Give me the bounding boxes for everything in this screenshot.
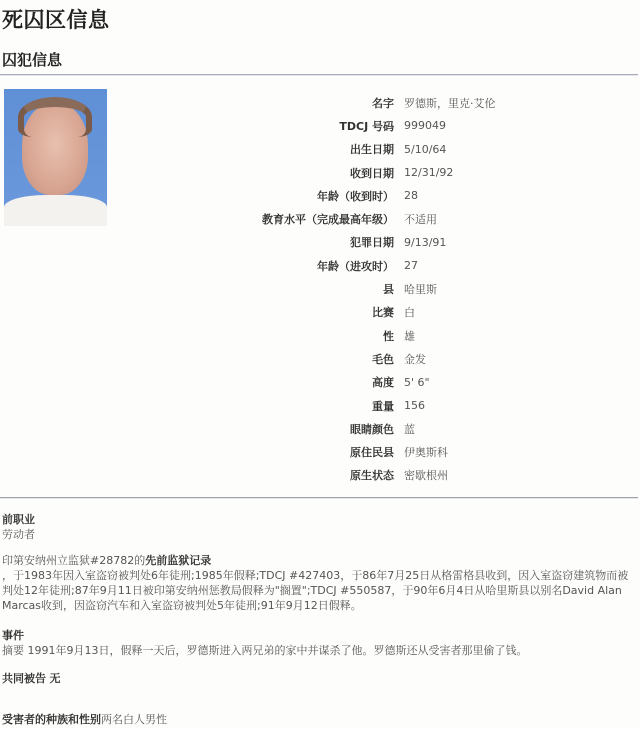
codefendants-label: 共同被告	[2, 672, 46, 685]
info-row-date-of-offense	[230, 231, 496, 254]
prior-occupation-value: 劳动者	[2, 528, 35, 541]
info-label: 年龄（进攻时）	[317, 259, 394, 273]
info-value: 156	[404, 399, 425, 412]
info-row-county	[230, 277, 496, 300]
codefendants-value: 无	[49, 672, 61, 685]
info-row-education-level	[230, 207, 496, 230]
prior-record-heading-line	[2, 553, 634, 568]
info-value: 28	[404, 189, 418, 203]
info-label: 年龄（收到时）	[317, 189, 394, 203]
incident-text: 摘要 1991年9月13日，假释一天后，罗德斯进入两兄弟的家中并谋杀了他。罗德斯还从受害者那里偷了钱。	[2, 644, 528, 657]
prior-occupation-section	[2, 512, 35, 542]
info-row-eye-color	[230, 417, 496, 440]
info-row-hair-color	[230, 347, 496, 370]
info-value: 5' 6"	[404, 375, 430, 389]
info-row-date-of-birth	[230, 138, 496, 161]
prior-record-section	[2, 553, 634, 613]
info-label: TDCJ 号码	[339, 119, 394, 133]
info-label: 名字	[372, 96, 394, 110]
info-label: 收到日期	[350, 166, 394, 180]
info-label: 性	[383, 329, 394, 343]
prior-occupation-label: 前职业	[2, 513, 35, 526]
info-value: 雄	[404, 329, 415, 343]
prior-record-label: 先前监狱记录	[145, 554, 212, 567]
info-row-gender	[230, 324, 496, 347]
info-label: 毛色	[372, 352, 394, 366]
info-row-height	[230, 371, 496, 394]
divider-top	[0, 74, 638, 76]
info-value: 27	[404, 259, 418, 273]
incident-section	[2, 628, 634, 658]
info-label: 重量	[372, 399, 394, 413]
info-label: 犯罪日期	[350, 236, 394, 250]
info-value: 罗德斯，里克·艾伦	[404, 96, 496, 110]
inmate-info-table	[230, 91, 496, 487]
section-title: 囚犯信息	[2, 51, 63, 69]
info-row-native-state	[230, 464, 496, 487]
victim-label: 受害者的种族和性别	[2, 713, 101, 726]
info-row-date-received	[230, 161, 496, 184]
info-value: 12/31/92	[404, 166, 454, 180]
info-label: 比赛	[372, 306, 394, 320]
info-label: 眼睛颜色	[350, 422, 394, 436]
info-value: 不适用	[404, 213, 437, 227]
info-value: 白	[404, 306, 415, 320]
victim-section	[2, 712, 167, 727]
info-value: 蓝	[404, 422, 415, 436]
inmate-photo	[4, 89, 107, 226]
info-value: 999049	[404, 119, 446, 133]
info-label: 出生日期	[350, 143, 394, 157]
info-value: 金发	[404, 352, 426, 366]
photo-shirt	[4, 195, 107, 226]
incident-label: 事件	[2, 629, 24, 642]
divider-bottom	[0, 497, 638, 499]
info-label: 高度	[372, 376, 394, 390]
victim-value: 两名白人男性	[101, 713, 167, 726]
info-value: 密歇根州	[404, 469, 448, 483]
codefendants-section	[2, 671, 61, 686]
info-row-tdcj-number	[230, 114, 496, 137]
info-label: 县	[383, 283, 394, 297]
info-row-age-when-received	[230, 184, 496, 207]
info-row-name	[230, 91, 496, 114]
info-row-native-county	[230, 440, 496, 463]
photo-hair	[18, 97, 92, 137]
info-value: 5/10/64	[404, 142, 447, 156]
prior-record-prefix: 印第安纳州立监狱#28782的	[2, 554, 146, 567]
info-row-weight	[230, 394, 496, 417]
info-value: 9/13/91	[404, 235, 447, 249]
info-row-race	[230, 301, 496, 324]
info-label: 教育水平（完成最高年级）	[262, 213, 394, 227]
info-row-age-at-offense	[230, 254, 496, 277]
info-value: 伊奥斯科	[404, 446, 448, 460]
info-label: 原生状态	[350, 469, 394, 483]
info-label: 原住民县	[350, 446, 394, 460]
info-value: 哈里斯	[404, 283, 437, 297]
prior-record-text: ，于1983年因入室盗窃被判处6年徒刑;1985年假释;TDCJ #427403，于86年7月25日从格雷格县收到，因入室盗窃建筑物而被判处12年徒刑;87年9月11日被印第安纳州惩教局假释为"搁置";TDCJ #550587，于90年6月4日从哈里斯县以别名David Alan Marcas收到，因盗窃汽车和入室盗窃被判处5年徒刑;91年9月12日假释。	[2, 569, 629, 612]
page-title: 死囚区信息	[2, 8, 110, 32]
